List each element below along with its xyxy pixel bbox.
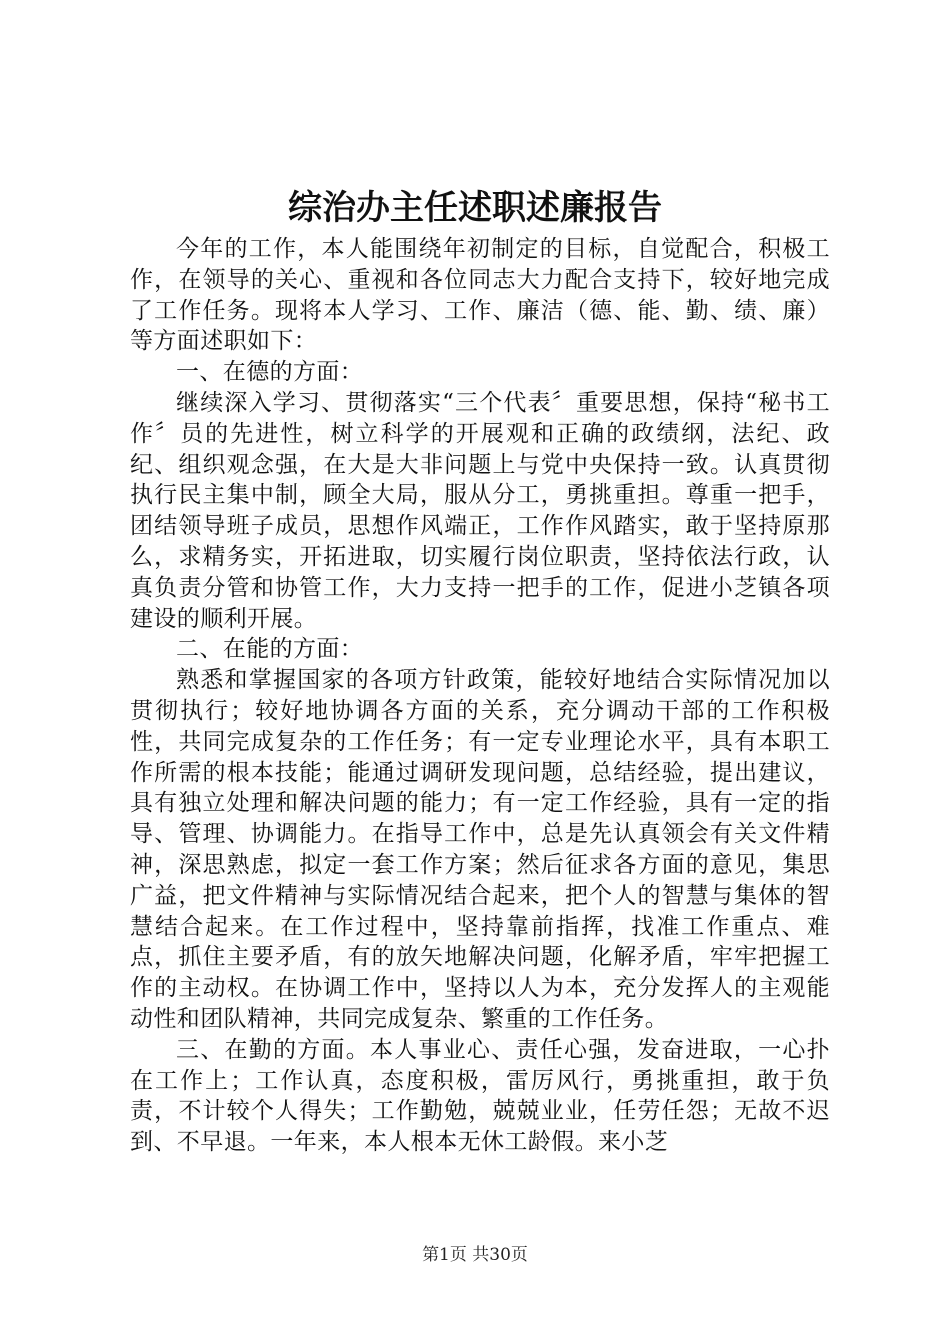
document-title: 综治办主任述职述廉报告 [288,188,662,228]
page-total: 共30页 [472,1245,528,1265]
section-heading-ability: 二、在能的方面： [176,636,364,663]
paragraph-ability: 熟悉和掌握国家的各项方针政策，能较好地结合实际情况加以贯彻执行；较好地协调各方面的关系，充分调动干部的工作积极性，共同完成复杂的工作任务；有一定专业理论水平，具有本职工作所需的根本技能；能通过调研发现问题，总结经验，提出建议，具有独立处理和解决问题的能力；有一定工作经验，具有一定的指导、管理、协调能力。在指导工作中，总是先认真领会有关文件精神，深思熟虑，拟定一套工作方案；然后征求各方面的意见，集思广益，把文件精神与实际情况结合起来，把个人的智慧与集体的智慧结合起来。在工作过程中，坚持靠前指挥，找准工作重点、难点，抓住主要矛盾，有的放矢地解决问题，化解矛盾，牢牢把握工作的主动权。在协调工作中，坚持以人为本，充分发挥人的主观能动性和团队精神，共同完成复杂、繁重的工作任务。 [130,667,830,1032]
paragraph-intro: 今年的工作，本人能围绕年初制定的目标，自觉配合，积极工作，在领导的关心、重视和各位同志大力配合支持下，较好地完成了工作任务。现将本人学习、工作、廉洁（德、能、勤、绩、廉）等方面述职如下： [130,236,830,355]
page-number: 第1页 [422,1245,467,1265]
document-body [130,234,830,1158]
page-footer [0,1244,950,1266]
section-heading-virtue: 一、在德的方面： [176,359,364,386]
paragraph-virtue: 继续深入学习、贯彻落实“三个代表〞重要思想，保持“秘书工作〞员的先进性，树立科学的开展观和正确的政绩纲，法纪、政纪、组织观念强，在大是大非问题上与党中央保持一致。认真贯彻执行民主集中制，顾全大局，服从分工，勇挑重担。尊重一把手，团结领导班子成员，思想作风端正，工作作风踏实，敢于坚持原那么，求精务实，开拓进取，切实履行岗位职责，坚持依法行政，认真负责分管和协管工作，大力支持一把手的工作，促进小芝镇各项建设的顺利开展。 [130,389,830,632]
paragraph-diligence: 三、在勤的方面。本人事业心、责任心强，发奋进取，一心扑在工作上；工作认真，态度积极，雷厉风行，勇挑重担，敢于负责，不计较个人得失；工作勤勉，兢兢业业，任劳任怨；无故不迟到、不早退。一年来，本人根本无休工龄假。来小芝 [130,1036,830,1156]
